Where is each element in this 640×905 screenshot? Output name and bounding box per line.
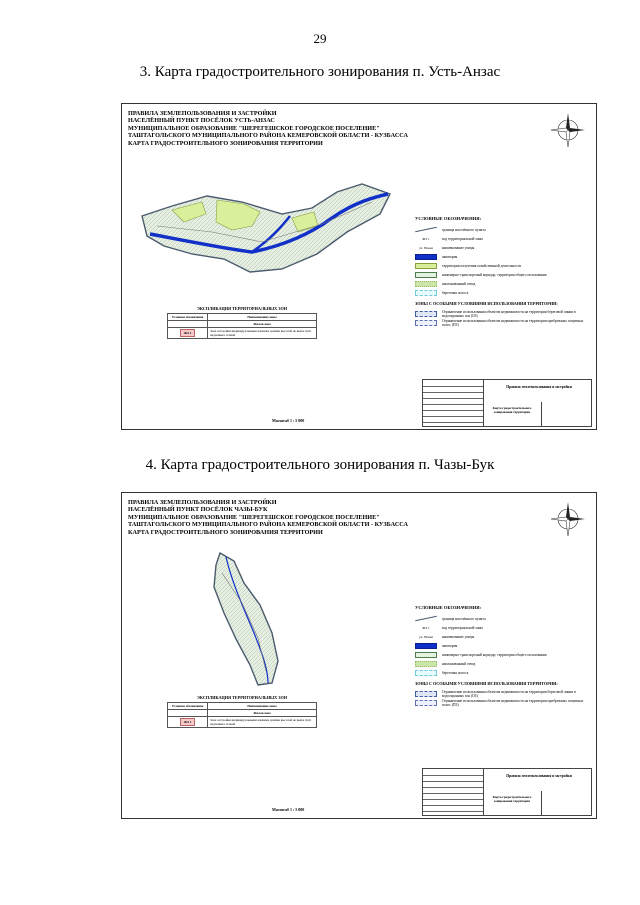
map-header-line: КАРТА ГРАДОСТРОИТЕЛЬНОГО ЗОНИРОВАНИЯ ТЕРРИТОРИИ [128,139,323,147]
stamp-rule [423,404,483,405]
legend-swatch [415,691,437,697]
legend-subtitle: ЗОНЫ С ОСОБЫМИ УСЛОВИЯМИ ИСПОЛЬЗОВАНИЯ ТЕРРИТОРИИ: [415,681,558,686]
legend-code: ул. Новая [419,245,433,250]
legend-label: код территориальной зоны [442,625,483,630]
settlement-boundary [142,184,390,272]
stamp-title: Правила землепользования и застройки [506,774,572,778]
col-header: Наименование зоны [208,703,317,710]
legend-item [415,234,585,243]
zone-description: Зона застройки индивидуальными жилыми домами высотой не выше трёх надземных этажей [208,328,317,339]
legend-item [415,261,585,270]
legend-swatch [415,652,437,658]
stamp-rule [423,416,483,417]
legend-code: ул. Новая [419,634,433,639]
stamp-right [541,402,592,426]
legend-label: Ограничение использования объектов недвижимости на территории береговой линии в водоохранных зон (ОЗ) [442,689,576,698]
zoning-map-1 [121,103,597,430]
zone-description: Зона застройки индивидуальными жилыми домами высотой не выше трёх надземных этажей [208,717,317,728]
legend-label: Ограничение использования объектов недвижимости на территории береговой линии в водоохранных зон (ОЗ) [442,309,576,318]
legend-label: граница населённого пункта [442,227,486,232]
empty-cell [168,710,208,717]
legend-label: напланованный отвод [442,281,476,286]
legend-code: ЖЗ 1 [422,236,430,241]
zone-group: Жилая зона [208,710,317,717]
stamp-rule [423,386,483,387]
stamp-name: Карта градостроительного зонирования территории [492,795,532,803]
stamp-rule [423,422,483,423]
legend-label: Ограничение использования объектов недвижимости на территории прибрежных защитных полос (ПЗ) [442,698,584,707]
legend [415,216,585,327]
legend-code: ЖЗ 1 [422,625,430,630]
legend-swatch [415,281,437,287]
legend-label: береговая полоса [442,670,469,675]
map-scale: Масштаб 1 : 5 000 [272,418,305,423]
map-header-line: ПРАВИЛА ЗЕМЛЕПОЛЬЗОВАНИЯ И ЗАСТРОЙКИ [128,499,277,506]
legend-item [415,279,585,288]
legend-item [415,689,585,698]
section-title-1: 3. Карта градостроительного зонирования п. Усть-Анзас [139,64,501,80]
map-header-line: МУНИЦИПАЛЬНОЕ ОБРАЗОВАНИЕ "ШЕРЕГЕШСКОЕ ГОРОДСКОЕ ПОСЕЛЕНИЕ" [128,124,380,132]
explication-table [167,702,317,728]
legend-label: акватория [442,254,458,259]
legend-label: инженерно-транспортный коридор, территория общего пользования [442,652,547,657]
stamp-rule [423,410,483,411]
stamp-grid [423,380,484,426]
legend-label: напланованный отвод [442,661,476,666]
map-header-line: ТАШТАГОЛЬСКОГО МУНИЦИПАЛЬНОГО РАЙОНА КЕМЕРОВСКОЙ ОБЛАСТИ - КУЗБАССА [128,132,408,140]
legend-title: УСЛОВНЫЕ ОБОЗНАЧЕНИЯ: [415,216,482,221]
legend-item [415,698,585,707]
legend-label: наименование улицы [442,245,475,250]
stamp-rule [423,787,483,788]
settlement-map [132,154,402,294]
stamp-title: Правила землепользования и застройки [506,385,572,389]
legend-swatch [415,263,437,269]
col-header: Условное обозначение [168,314,208,321]
compass-rose-icon [548,110,588,150]
zone-code-cell [168,328,208,339]
legend-label: код территориальной зоны [442,236,483,241]
stamp-rule [423,398,483,399]
boundary-line-icon [415,616,437,622]
legend-item [415,632,585,641]
legend-swatch [415,290,437,296]
settlement-boundary [214,553,278,685]
map-header-line: КАРТА ГРАДОСТРОИТЕЛЬНОГО ЗОНИРОВАНИЯ ТЕРРИТОРИИ [128,528,323,536]
legend-subtitle: ЗОНЫ С ОСОБЫМИ УСЛОВИЯМИ ИСПОЛЬЗОВАНИЯ ТЕРРИТОРИИ: [415,301,558,306]
explication-table [167,313,317,339]
legend-label: акватория [442,643,458,648]
stamp-grid [423,769,484,815]
legend-title: УСЛОВНЫЕ ОБОЗНАЧЕНИЯ: [415,605,482,610]
explication [167,306,317,339]
stamp-rule [423,805,483,806]
settlement-map [132,543,402,693]
legend-item [415,270,585,279]
explication-title: ЭКСПЛИКАЦИЯ ТЕРРИТОРИАЛЬНЫХ ЗОН [197,695,287,700]
map-header-line: МУНИЦИПАЛЬНОЕ ОБРАЗОВАНИЕ "ШЕРЕГЕШСКОЕ ГОРОДСКОЕ ПОСЕЛЕНИЕ" [128,513,380,521]
boundary-line-icon [415,227,437,233]
legend [415,605,585,707]
legend-item [415,225,585,234]
legend-swatch [415,320,437,326]
legend-item [415,252,585,261]
legend-item [415,650,585,659]
page-number: 29 [313,31,327,46]
legend-item [415,318,585,327]
map-header [128,110,408,147]
zone-badge: ЖЗ 1 [180,329,196,337]
legend-item [415,309,585,318]
map-header-line: НАСЕЛЁННЫЙ ПУНКТ ПОСЁЛОК ЧАЗЫ-БУК [128,506,268,514]
stamp-rule [423,811,483,812]
legend-item [415,623,585,632]
section-title-2: 4. Карта градостроительного зонирования п. Чазы-Бук [145,457,495,473]
map-header-line: ПРАВИЛА ЗЕМЛЕПОЛЬЗОВАНИЯ И ЗАСТРОЙКИ [128,110,277,117]
legend-swatch [415,700,437,706]
legend-label: Ограничение использования объектов недвижимости на территории прибрежных защитных полос (ПЗ) [442,318,584,327]
legend-label: наименование улицы [442,634,475,639]
legend-item [415,641,585,650]
stamp-rule [423,392,483,393]
col-header: Условное обозначение [168,703,208,710]
empty-cell [168,321,208,328]
legend-swatch [415,311,437,317]
zone-badge: ЖЗ 1 [180,718,196,726]
zone-group: Жилая зона [208,321,317,328]
legend-swatch [415,272,437,278]
legend-swatch [415,643,437,649]
legend-swatch [415,254,437,260]
map-header-line: ТАШТАГОЛЬСКОГО МУНИЦИПАЛЬНОГО РАЙОНА КЕМЕРОВСКОЙ ОБЛАСТИ - КУЗБАССА [128,521,408,529]
stamp-right [541,791,592,815]
stamp [422,768,592,816]
explication-title: ЭКСПЛИКАЦИЯ ТЕРРИТОРИАЛЬНЫХ ЗОН [197,306,287,311]
legend-label: граница населённого пункта [442,616,486,621]
stamp [422,379,592,427]
stamp-rule [423,799,483,800]
stamp-rule [423,781,483,782]
zoning-map-2 [121,492,597,819]
legend-item [415,243,585,252]
legend-swatch [415,670,437,676]
compass-rose-icon [548,499,588,539]
map-scale: Масштаб 1 : 5 000 [272,807,305,812]
map-header [128,499,408,536]
legend-item [415,659,585,668]
zone-code-cell [168,717,208,728]
stamp-name: Карта градостроительного зонирования территории [492,406,532,414]
legend-label: инженерно-транспортный коридор, территория общего пользования [442,272,547,277]
legend-item [415,614,585,623]
col-header: Наименование зоны [208,314,317,321]
stamp-rule [423,775,483,776]
explication [167,695,317,728]
stamp-rule [423,793,483,794]
legend-label: береговая полоса [442,290,469,295]
legend-item [415,288,585,297]
legend-swatch [415,661,437,667]
map-header-line: НАСЕЛЁННЫЙ ПУНКТ ПОСЁЛОК УСТЬ-АНЗАС [128,117,275,125]
legend-label: территории излучения хозяйственной деятельности [442,263,522,268]
legend-item [415,668,585,677]
